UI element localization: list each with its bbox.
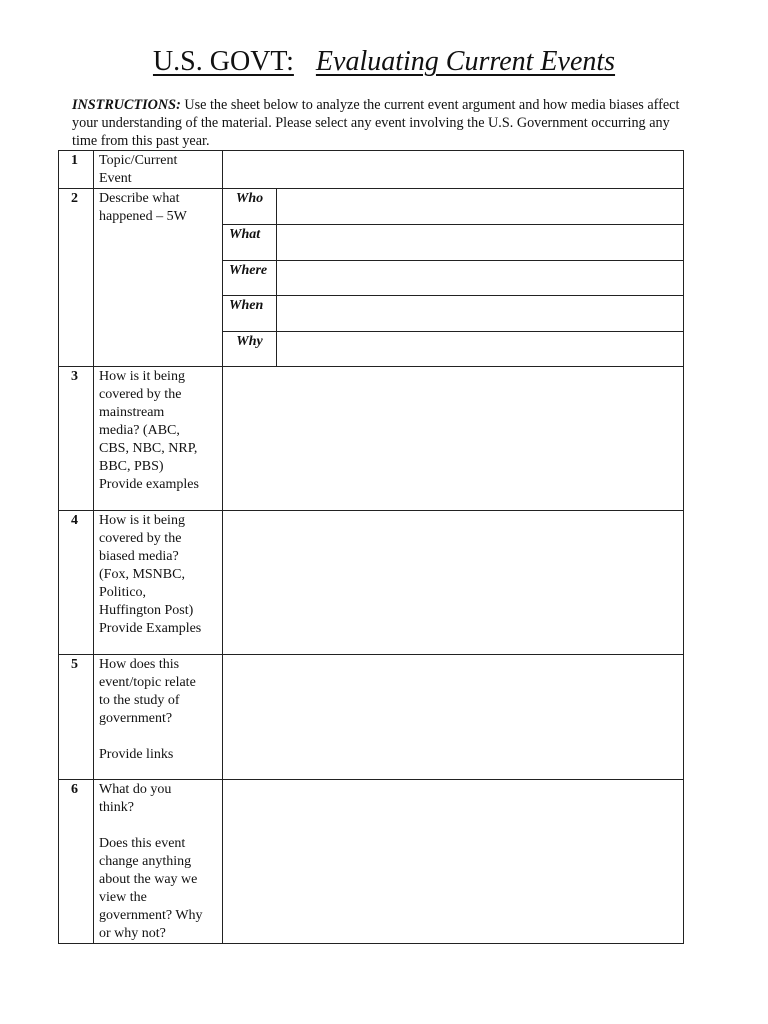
table-row bbox=[59, 151, 684, 189]
prompt-line: mainstream bbox=[99, 405, 165, 420]
prompt-line: government? bbox=[99, 711, 173, 726]
page-title bbox=[0, 44, 768, 80]
label-who: Who bbox=[223, 189, 277, 225]
prompt-line: covered by the bbox=[99, 387, 182, 402]
answer-cell-who[interactable] bbox=[277, 189, 684, 225]
prompt-line: Huffington Post) bbox=[99, 603, 194, 618]
answer-cell-topic[interactable] bbox=[223, 151, 684, 189]
row-number: 3 bbox=[59, 367, 94, 511]
answer-cell-why[interactable] bbox=[277, 332, 684, 367]
prompt-line: or why not? bbox=[99, 926, 166, 941]
table-row bbox=[59, 655, 684, 780]
table-row bbox=[59, 511, 684, 655]
answer-cell-where[interactable] bbox=[277, 261, 684, 296]
label-when: When bbox=[223, 296, 277, 332]
prompt-gap bbox=[99, 817, 218, 835]
prompt-line: to the study of bbox=[99, 693, 180, 708]
prompt-line: Politico, bbox=[99, 585, 147, 600]
prompt-line: Event bbox=[99, 171, 132, 186]
prompt-line: How is it being bbox=[99, 369, 185, 384]
prompt-gap bbox=[99, 728, 218, 746]
title-prefix: U.S. GOVT: bbox=[152, 46, 294, 77]
prompt-line: Does this event bbox=[99, 836, 186, 851]
table-row bbox=[59, 367, 684, 511]
title-main: Evaluating Current Events bbox=[315, 46, 616, 77]
evaluation-table bbox=[58, 150, 684, 944]
prompt-line: think? bbox=[99, 800, 134, 815]
answer-cell-what[interactable] bbox=[277, 225, 684, 261]
row-number: 4 bbox=[59, 511, 94, 655]
instructions-label: INSTRUCTIONS: bbox=[72, 97, 181, 113]
answer-cell-mainstream-media[interactable] bbox=[223, 367, 684, 511]
prompt-line: Provide examples bbox=[99, 477, 199, 492]
row-number: 6 bbox=[59, 780, 94, 944]
prompt-line: event/topic relate bbox=[99, 675, 196, 690]
label-why: Why bbox=[223, 332, 277, 367]
prompt-line: biased media? bbox=[99, 549, 179, 564]
prompt-line: How does this bbox=[99, 657, 180, 672]
answer-cell-relation[interactable] bbox=[223, 655, 684, 780]
instructions-text: Use the sheet below to analyze the current event argument and how media biases affect your understanding of the material. Please select any event involving the U.S. Government occurring any time from this past year. bbox=[72, 97, 680, 149]
prompt-line: about the way we bbox=[99, 872, 198, 887]
prompt-line: Provide Examples bbox=[99, 621, 202, 636]
instructions bbox=[72, 96, 692, 150]
row-number: 5 bbox=[59, 655, 94, 780]
row-prompt bbox=[94, 511, 223, 655]
prompt-line: BBC, PBS) bbox=[99, 459, 164, 474]
table-row bbox=[59, 189, 684, 225]
row-prompt bbox=[94, 189, 223, 367]
row-prompt bbox=[94, 655, 223, 780]
answer-cell-biased-media[interactable] bbox=[223, 511, 684, 655]
label-where: Where bbox=[223, 261, 277, 296]
row-prompt bbox=[94, 151, 223, 189]
prompt-line: Describe what bbox=[99, 191, 180, 206]
prompt-line: How is it being bbox=[99, 513, 185, 528]
answer-cell-opinion[interactable] bbox=[223, 780, 684, 944]
prompt-line: CBS, NBC, NRP, bbox=[99, 441, 198, 456]
label-what: What bbox=[223, 225, 277, 261]
prompt-line: media? (ABC, bbox=[99, 423, 180, 438]
prompt-line: Provide links bbox=[99, 747, 174, 762]
table-row bbox=[59, 780, 684, 944]
answer-cell-when[interactable] bbox=[277, 296, 684, 332]
row-number: 1 bbox=[59, 151, 94, 189]
prompt-line: covered by the bbox=[99, 531, 182, 546]
prompt-line: (Fox, MSNBC, bbox=[99, 567, 185, 582]
prompt-line: government? Why bbox=[99, 908, 203, 923]
prompt-line: What do you bbox=[99, 782, 172, 797]
prompt-line: change anything bbox=[99, 854, 192, 869]
row-prompt bbox=[94, 780, 223, 944]
prompt-line: view the bbox=[99, 890, 147, 905]
row-prompt bbox=[94, 367, 223, 511]
prompt-line: happened – 5W bbox=[99, 209, 187, 224]
row-number: 2 bbox=[59, 189, 94, 367]
prompt-line: Topic/Current bbox=[99, 153, 178, 168]
